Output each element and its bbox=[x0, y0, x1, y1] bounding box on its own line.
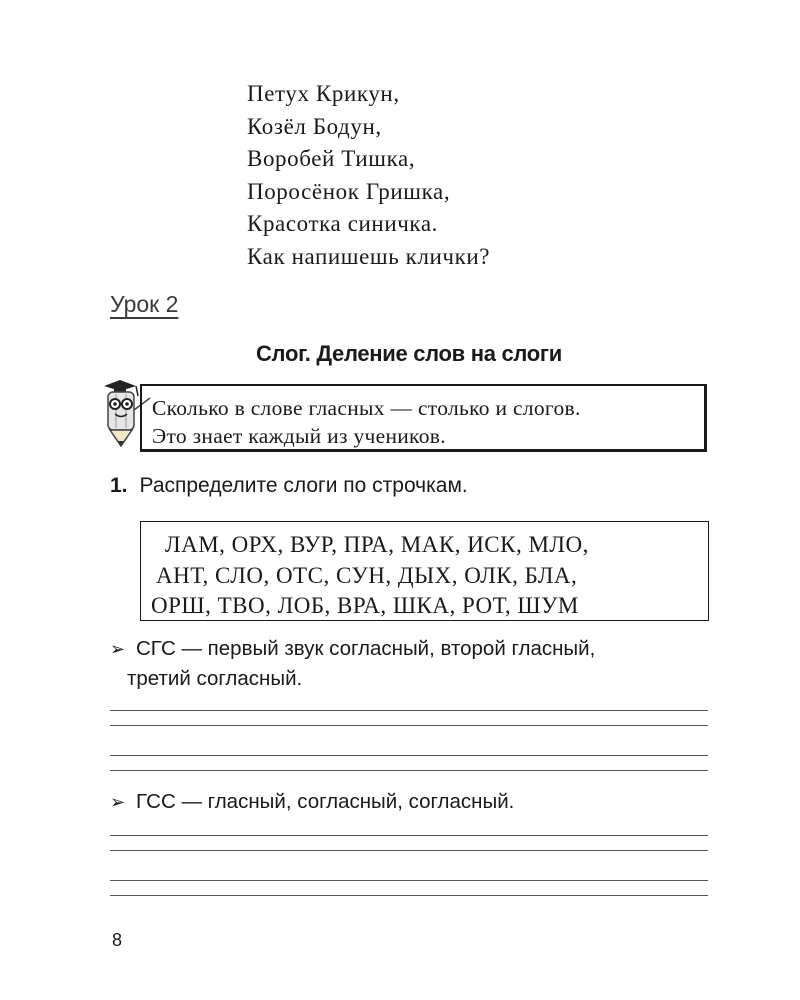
syllable-box bbox=[140, 521, 709, 621]
syllable-row: ОРШ, ТВО, ЛОБ, ВРА, ШКА, РОТ, ШУМ bbox=[151, 593, 579, 618]
arrow-bullet-icon: ➢ bbox=[110, 792, 126, 812]
bullet-sgs bbox=[110, 634, 710, 694]
poem-line: Красотка синичка. bbox=[247, 211, 438, 236]
poem-line: Петух Крикун, bbox=[247, 81, 400, 106]
bullet-gss bbox=[110, 787, 710, 817]
task-1 bbox=[110, 474, 468, 498]
writing-line bbox=[110, 755, 708, 756]
lesson-heading: Урок 2 bbox=[110, 291, 179, 317]
poem-line: Воробей Тишка, bbox=[247, 146, 416, 171]
rule-line: Это знает каждый из учеников. bbox=[152, 424, 446, 448]
poem bbox=[247, 78, 490, 273]
writing-line bbox=[110, 835, 708, 836]
writing-line bbox=[110, 770, 708, 771]
topic-title: Слог. Деление слов на слоги bbox=[255, 341, 563, 366]
bullet-text: СГС — первый звук согласный, второй гласный, bbox=[136, 637, 596, 660]
page-number: 8 bbox=[112, 930, 123, 950]
poem-line: Поросёнок Гришка, bbox=[247, 178, 451, 204]
arrow-bullet-icon: ➢ bbox=[110, 639, 126, 659]
poem-line: Как напишешь клички? bbox=[247, 243, 491, 269]
writing-line bbox=[110, 895, 708, 896]
rule-box bbox=[140, 384, 707, 452]
task-text: Распределите слоги по строчкам. bbox=[139, 474, 468, 497]
bullet-text: третий согласный. bbox=[127, 667, 303, 690]
writing-line bbox=[110, 880, 708, 881]
syllable-row: АНТ, СЛО, ОТС, СУН, ДЫХ, ОЛК, БЛА, bbox=[156, 562, 578, 588]
task-number: 1. bbox=[110, 474, 128, 497]
syllable-row: ЛАМ, ОРХ, ВУР, ПРА, МАК, ИСК, МЛО, bbox=[165, 532, 589, 557]
writing-line bbox=[110, 850, 708, 851]
poem-line: Козёл Бодун, bbox=[247, 113, 382, 139]
bullet-text: ГСС — гласный, согласный, согласный. bbox=[136, 790, 515, 813]
writing-line bbox=[110, 725, 708, 726]
writing-line bbox=[110, 710, 708, 711]
rule-line: Сколько в слове гласных — столько и слогов. bbox=[152, 396, 581, 420]
